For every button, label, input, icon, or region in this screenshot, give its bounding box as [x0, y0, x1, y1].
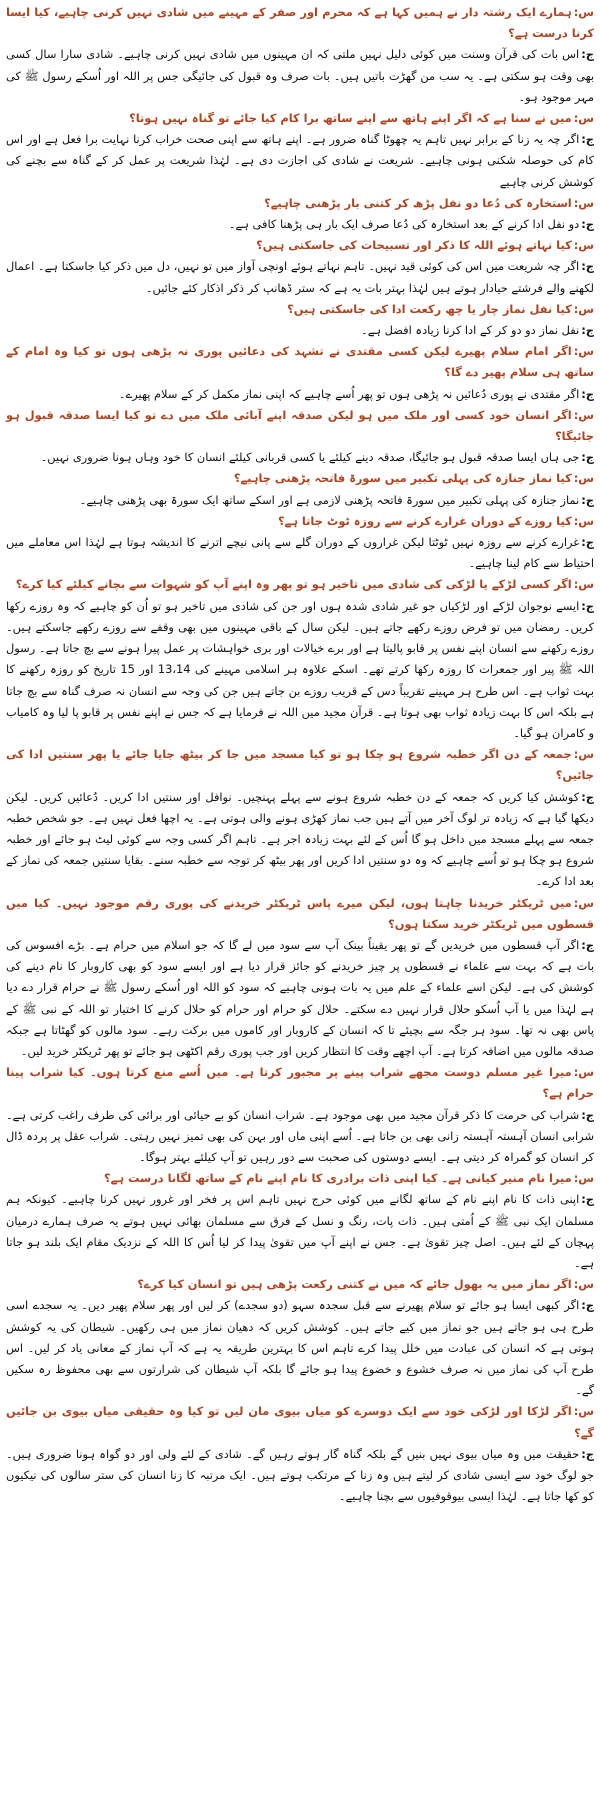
answer-prefix: ج:: [581, 1298, 594, 1313]
question-prefix: س:: [573, 195, 594, 210]
answer: [2, 596, 594, 744]
answer-prefix: ج:: [581, 1446, 594, 1461]
answer-prefix: ج:: [581, 132, 594, 147]
answer-text: شراب کی حرمت کا ذکر قرآن مجید میں بھی موجود ہے۔ شراب انسان کو بے حیائی اور برائی کی طرف راغب کرتی ہے۔ شرابی انسان آہستہ آہستہ زانی بھی بن جاتا ہے۔ اُسے اپنی ماں اور بہن کی بھی تمیز نہیں رہتی۔ شراب عقل پر پردہ ڈال کر انسان کو گمراہ کر دیتی ہے۔ ایسے دوستوں کی صحبت سے دور رہیں تو آپ کیلئے بہتر ہوگا۔: [2, 1107, 594, 1164]
answer-prefix: ج:: [581, 535, 594, 550]
answer: [2, 44, 594, 108]
question-text: اگر لڑکا اور لڑکی خود سے ایک دوسرے کو میاں بیوی مان لیں تو کیا وہ حقیقی میاں بیوی بن جائیں گے؟: [2, 1404, 594, 1440]
question-text: ہمارے ایک رشتہ دار نے ہمیں کہا ہے کہ محرم اور صفر کے مہینے میں شادی نہیں کرنی چاہیے، کیا ایسا کرنا درست ہے؟: [2, 5, 594, 41]
answer: [6, 214, 594, 235]
question: [2, 2, 594, 44]
answer: [2, 1295, 594, 1401]
answer-text: اگر چہ یہ زنا کے برابر نہیں تاہم یہ چھوٹا گناہ ضرور ہے۔ اپنے ہاتھ سے اپنی صحت خراب کرنا نہایت برا فعل ہے اور اس کام کی حوصلہ شکنی ہونی چاہیے۔ شریعت نے شادی کی اجازت دی ہے۔ لہٰذا شریعت پر عمل کر کے گناہ سے بچنے کی کوشش کرنی چاہیے: [2, 132, 594, 189]
qa-item: [2, 893, 594, 1063]
qa-item: [2, 235, 594, 299]
question-prefix: س:: [573, 5, 594, 19]
answer: [2, 1189, 594, 1274]
qa-item: [2, 2, 594, 108]
answer: [2, 1444, 594, 1508]
question: [6, 299, 594, 320]
answer-prefix: ج:: [581, 1107, 594, 1122]
qa-item: [2, 1062, 594, 1168]
question: [2, 893, 594, 935]
question-prefix: س:: [573, 1171, 594, 1186]
question-text: میں ٹریکٹر خریدنا چاہتا ہوں، لیکن میرے پاس ٹریکٹر خریدنے کی پوری رقم موجود نہیں۔ کیا میں قسطوں میں ٹریکٹر خرید سکتا ہوں؟: [2, 895, 594, 931]
answer-prefix: ج:: [581, 1192, 594, 1207]
answer-text: اگر مقتدی نے پوری دُعائیں نہ پڑھی ہوں تو پھر اُسے چاہیے کہ اپنی نماز مکمل کر کے سلام پھیرے۔: [118, 386, 580, 401]
question: [6, 1168, 594, 1189]
question: [6, 1274, 594, 1295]
question-text: کیا نماز جنازہ کی پہلی تکبیر میں سورۃ فاتحہ پڑھنی چاہیے؟: [233, 471, 572, 486]
answer: [2, 1105, 594, 1169]
question-text: میرا نام منیر کیانی ہے۔ کیا اپنی ذات برادری کا نام اپنے نام کے ساتھ لگانا درست ہے؟: [104, 1171, 572, 1186]
question-text: میں نے سنا ہے کہ اگر اپنے ہاتھ سے اپنے ساتھ برا کام کیا جائے تو گناہ نہیں ہوتا؟: [129, 111, 572, 126]
question-prefix: س:: [573, 238, 594, 253]
question-text: میرا غیر مسلم دوست مجھے شراب پینے پر مجبور کرتا ہے۔ میں اُسے منع کرتا ہوں۔ کیا شراب پینا حرام ہے؟: [2, 1065, 594, 1101]
question: [2, 341, 594, 383]
qa-item: [2, 511, 594, 575]
answer-prefix: ج:: [581, 937, 594, 952]
question-prefix: س:: [573, 513, 594, 528]
question-text: جمعہ کے دن اگر خطبہ شروع ہو چکا ہو تو کیا مسجد میں جا کر بیٹھ جایا جائے یا پھر سنتیں ادا کی جائیں؟: [2, 747, 594, 783]
qa-item: [2, 1168, 594, 1274]
answer: [6, 490, 594, 511]
answer-text: دو نفل ادا کرنے کے بعد استخارہ کی دُعا صرف ایک بار ہی پڑھنا کافی ہے۔: [228, 217, 580, 232]
question: [2, 1401, 594, 1443]
answer: [2, 532, 594, 574]
question-prefix: س:: [573, 344, 594, 359]
answer-prefix: ج:: [581, 789, 594, 804]
answer: [2, 935, 594, 1062]
question: [6, 193, 594, 214]
question-text: اگر نماز میں یہ بھول جائے کہ میں نے کتنی رکعت پڑھی ہیں تو انسان کیا کرے؟: [137, 1277, 572, 1292]
question-prefix: س:: [573, 747, 594, 762]
question-text: کیا نفل نماز چار یا چھ رکعت ادا کی جاسکتی ہیں؟: [287, 301, 572, 316]
qa-item: [2, 574, 594, 744]
question-prefix: س:: [573, 407, 594, 422]
answer: [6, 447, 594, 468]
question: [6, 574, 594, 595]
answer-text: نفل نماز دو دو کر کے ادا کرنا زیادہ افضل ہے۔: [361, 323, 580, 338]
qa-item: [2, 1274, 594, 1401]
answer: [6, 320, 594, 341]
question-text: کیا نہاتے ہوئے اللہ کا ذکر اور تسبیحات کی جاسکتی ہیں؟: [256, 238, 572, 253]
answer-text: غرارے کرنے سے روزہ نہیں ٹوٹتا لیکن غراروں کے دوران گلے سے پانی نیچے اترنے کا اندیشہ ہوتا ہے لہٰذا اس معاملے میں احتیاط سے کام لینا چاہیے۔: [2, 535, 594, 571]
question: [6, 468, 594, 489]
question-text: کیا روزے کے دوران غرارے کرنے سے روزہ ٹوٹ جاتا ہے؟: [277, 513, 572, 528]
answer-prefix: ج:: [581, 259, 594, 274]
question: [2, 405, 594, 447]
question: [6, 511, 594, 532]
question-text: استخارہ کی دُعا دو نفل پڑھ کر کتنی بار پڑھنی چاہیے؟: [264, 195, 572, 210]
question-prefix: س:: [573, 1404, 594, 1419]
answer-prefix: ج:: [581, 598, 594, 613]
qa-item: [2, 744, 594, 892]
answer-text: جی ہاں ایسا صدقہ قبول ہو جائیگا، صدقہ دینے کیلئے یا کسی قربانی کیلئے انسان کا خود وہاں ہونا ضروری نہیں۔: [40, 450, 580, 465]
answer-text: اپنی ذات کا نام اپنے نام کے ساتھ لگانے میں کوئی حرج نہیں تاہم اس پر فخر اور غرور نہیں کرنا چاہیے۔ کیونکہ ہم مسلمان ایک نبی ﷺ کے اُمتی ہیں۔ ذات پات، رنگ و نسل کے فرق سے مسلمان بھائی نہیں ہوتے یہ صرف ہمارے درمیان پہچان کے لئے ہیں۔ اصل چیز تقویٰ ہے۔ جس نے اپنے آپ میں تقویٰ پیدا کر لیا اُس کا اللہ کے نزدیک مقام ایک بلند ہو جاتا ہے۔: [2, 1192, 594, 1270]
qa-item: [6, 193, 594, 235]
question: [6, 235, 594, 256]
answer-text: کوشش کیا کریں کہ جمعہ کے دن خطبہ شروع ہونے سے پہلے پہنچیں۔ نوافل اور سنتیں ادا کریں۔ دُعائیں کریں۔ لیکن دیکھا گیا ہے کہ زیادہ تر لوگ آخر میں آتے ہیں جب نماز کھڑی ہونے والی ہوتی ہے۔ یہ اچھا فعل نہیں ہے۔ جو شخص خطبہ جمعہ سے پہلے مسجد میں داخل ہو گا اُس کے لئے بہت زیادہ اجر ہے۔ تاہم اگر کسی وجہ سے کوئی لیٹ ہو جائے اور خطبہ شروع ہو چکا ہو تو اُسے چاہیے کہ وہ دو سنتیں ادا کریں اور پھر بیٹھ کر توجہ سے خطبہ سنے۔ بقایا سنتیں جمعہ کی نماز کے بعد ادا کرے۔: [2, 789, 594, 889]
answer-text: حقیقت میں وہ میاں بیوی نہیں بنیں گے بلکہ گناہ گار ہوتے رہیں گے۔ شادی کے لئے ولی اور دو گواہ ہونا ضروری ہیں۔ جو لوگ خود سے ایسی شادی کر لیتے ہیں وہ زنا کے مرتکب ہوتے ہیں۔ ایک مرتبہ کا زنا انسان کی ستر سالوں کی نیکیوں کو کھا جاتا ہے۔ لہٰذا ایسی بیوقوفیوں سے بچنا چاہیے۔: [2, 1446, 594, 1504]
answer-prefix: ج:: [581, 450, 594, 465]
answer-text: نماز جنازہ کی پہلی تکبیر میں سورۃ فاتحہ پڑھنی لازمی ہے اور اسکے ساتھ ایک سورۃ بھی پڑھنی چاہیے۔: [79, 492, 580, 507]
answer-text: اگر آپ قسطوں میں خریدیں گے تو پھر یقیناً بینک آپ سے سود میں لے گا کہ جو اسلام میں حرام ہے۔ بڑے افسوس کی بات ہے کہ بہت سے علماء نے قسطوں پر چیز خریدنے کو جائز قرار دیا ہے اور ایسے سود کو بھی کاروبار کا نام دینے کی کوشش کی ہے۔ لیکن اسے علماء کے علم میں یہ بات ہونی چاہیے کہ سود کو اللہ اور اُسکے رسول ﷺ نے حرام قرار دے دیا ہے لہٰذا میں یا آپ اُسکو حلال قرار نہیں دے سکتے۔ حلال کو حرام اور حرام کو حلال کرنے کا اختیار تو اللہ کے نبی ﷺ کے پاس بھی نہ تھا۔ سود ہر جگہ سے بچیئے تا کہ انسان کے کاروبار اور کاموں میں برکت رہے۔ سود مالوں کو گھٹاتا ہے جبکہ صدقہ مالوں میں اضافہ کرتا ہے۔ آپ اچھے وقت کا انتظار کریں اور جب پوری رقم اکٹھی ہو جائے تو پھر ٹریکٹر خرید لیں۔: [2, 937, 594, 1058]
answer-text: ایسے نوجوان لڑکے اور لڑکیاں جو غیر شادی شدہ ہوں اور جن کی شادی میں تاخیر ہو تو اُن کو چاہیے کہ وہ روزے رکھا کریں۔ رمضان میں تو فرض روزے رکھے جاتے ہیں۔ لیکن سال کے باقی مہینوں میں بھی وقفے سے روزے رکھے جاسکتے ہیں۔ روزے رکھنے سے انسان اپنے نفس پر قابو پالیتا ہے اور برے خیالات اور بری خواہشات پر عمل پیرا ہونے سے بچ جاتا ہے۔ رسول اللہ ﷺ پیر اور جمعرات کا روزہ رکھا کرتے تھے۔ اسکے علاوہ ہر اسلامی مہینے کی 13،14 اور 15 تاریخ کو روزہ رکھنے کا بہت ثواب ہے۔ اس طرح ہر مہینے تقریباً دس کے قریب روزے بن جاتے ہیں جن کی وجہ سے انسان نہ صرف گناہ سے بچ جاتا ہے بلکہ اس کا بہت زیادہ ثواب بھی ہوتا ہے۔ قرآن مجید میں اللہ نے فرمایا ہے کہ جس نے اپنے نفس پر قابو پا لیا وہ کامیاب و کامران ہو گیا۔: [2, 598, 594, 740]
answer-prefix: ج:: [581, 492, 594, 507]
question-prefix: س:: [573, 1277, 594, 1292]
answer: [2, 256, 594, 298]
qa-item: [2, 1401, 594, 1507]
answer-prefix: ج:: [581, 323, 594, 338]
question-text: اگر کسی لڑکے یا لڑکی کی شادی میں تاخیر ہو تو پھر وہ اپنے آپ کو شہوات سے بچانے کیلئے کیا کرے؟: [15, 577, 572, 592]
answer-prefix: ج:: [581, 386, 594, 401]
qa-item: [6, 468, 594, 510]
question-text: اگر انسان خود کسی اور ملک میں ہو لیکن صدقہ اپنے آبائی ملک میں دے تو کیا ایسا صدقہ قبول ہو جائیگا؟: [2, 407, 594, 444]
answer-text: اس بات کی قرآن وسنت میں کوئی دلیل نہیں ملتی کہ ان مہینوں میں شادی نہیں کرنی چاہیے۔ شادی سارا سال کسی بھی وقت ہو سکتی ہے۔ یہ سب من گھڑت باتیں ہیں۔ بات صرف وہ قبول کی جائیگی جس پر اللہ اور اُسکے رسول ﷺ کی مہر موجود ہو۔: [2, 47, 594, 104]
question: [6, 108, 594, 129]
answer-text: اگر چہ شریعت میں اس کی کوئی قید نہیں۔ تاہم نہاتے ہوئے اونچی آواز میں تو نہیں، دل میں ذکر کیا جاسکتا ہے۔ اعمال لکھنے والے فرشتے حیادار ہوتے ہیں لہٰذا بہتر بات یہ ہے کہ ستر ڈھانپ کر ذکر اذکار کئے جائیں۔: [2, 259, 594, 295]
answer: [2, 787, 594, 893]
qa-item: [2, 108, 594, 193]
qa-item: [2, 405, 594, 469]
question-prefix: س:: [573, 111, 594, 126]
qa-item: [6, 299, 594, 341]
question-prefix: س:: [573, 1065, 594, 1080]
question-prefix: س:: [573, 577, 594, 592]
answer: [2, 129, 594, 193]
answer: [6, 384, 594, 405]
qa-item: [2, 341, 594, 405]
question-text: اگر امام سلام پھیرے لیکن کسی مقتدی نے تشہد کی دعائیں پوری نہ پڑھی ہوں تو کیا وہ امام کے ساتھ ہی سلام پھیر دے گا؟: [2, 344, 594, 380]
question-prefix: س:: [573, 895, 594, 910]
answer-text: اگر کبھی ایسا ہو جائے تو سلام پھیرنے سے قبل سجدہ سہو (دو سجدے) کر لیں اور پھر سلام پھیر دیں۔ یہ سجدے اسی طرح ہی ہو جاتے ہیں جو نماز میں کیے جاتے ہیں۔ کوشش کریں کہ دھیان نماز میں ہی رکھیں۔ شیطان کی یہ کوشش ہوتی ہے کہ انسان کی عبادت میں خلل پیدا کرے تاہم اس کا بہترین طریقہ یہ ہے کہ آپ نماز کے معانی یاد کر لیں۔ اس طرح آپ کی نماز میں نہ صرف خشوع و خضوع پیدا ہو جائے گا بلکہ آپ شیطان کی شرارتوں سے بھی محفوظ رہ سکیں گے۔: [2, 1298, 594, 1398]
question-prefix: س:: [573, 471, 594, 486]
question-prefix: س:: [573, 301, 594, 316]
answer-prefix: ج:: [581, 217, 594, 232]
question: [2, 1062, 594, 1104]
question: [2, 744, 594, 786]
answer-prefix: ج:: [581, 47, 594, 62]
